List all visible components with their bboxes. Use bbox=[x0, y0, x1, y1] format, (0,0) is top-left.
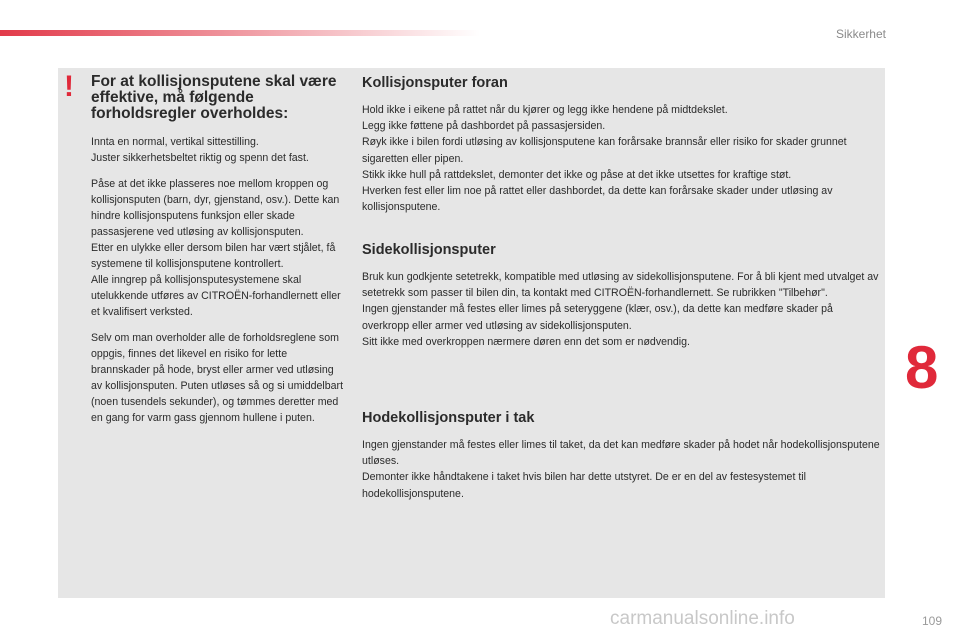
warning-paragraph-1: Innta en normal, vertikal sittestilling. Juster sikkerhetsbeltet riktig og spenn det fast. bbox=[91, 136, 309, 164]
warning-paragraph-3: Selv om man overholder alle de forholdsreglene som oppgis, finnes det likevel en risiko for lette brannskader på hode, bryst eller armer ved utløsing av kollisjonsputen. Puten utløses så og si umiddelbart (noen tusendels sekunder), og tømmes deretter med en gang for varm gass gjennom hullene i puten. bbox=[91, 332, 344, 424]
chapter-number: 8 bbox=[905, 334, 939, 401]
front-airbags-body: Hold ikke i eikene på rattet når du kjører og legg ikke hendene på midtdekslet. Legg ikke føttene på dashbordet på passasjersiden. Røyk ikke i bilen fordi utløsing av kollisjonsputene kan forårsake brannsår eller risiko for skader grunnet sigaretten eller pipen. Stikk ikke hull på rattdekslet, demonter det ikke og påse at det ikke utsettes for kraftige støt. Hverken fest eller lim noe på rattet eller dashbordet, da dette kan forårsake skader under utløsing av kollisjonsputene. bbox=[362, 104, 847, 214]
head-airbags-body: Ingen gjenstander må festes eller limes til taket, da det kan medføre skader på hodet når hodekollisjonsputene utløses. Demonter ikke håndtakene i taket hvis bilen har dette utstyret. De er en del av festesystemet til hodekollisjonsputene. bbox=[362, 439, 880, 500]
warning-column bbox=[91, 74, 346, 436]
header-accent-bar bbox=[0, 30, 480, 36]
warning-title: For at kollisjonsputene skal være effektive, må følgende forholdsregler overholdes: bbox=[91, 73, 337, 122]
page-number: 109 bbox=[921, 614, 942, 628]
front-airbags-title: Kollisjonsputer foran bbox=[362, 75, 508, 91]
warning-paragraph-2: Påse at det ikke plasseres noe mellom kroppen og kollisjonsputen (barn, dyr, gjenstand, osv.). Dette kan hindre kollisjonsputens funksjon eller skade passasjerene ved utløsing av kollisjonsputen. Etter en ulykke eller dersom bilen har vært stjålet, få systemene til kollisjonsputene kontrollert. Alle inngrep på kollisjonsputesystemene skal utelukkende utføres av CITROËN-forhandlernett eller et kvalifisert verksted. bbox=[91, 178, 341, 318]
head-airbags-title: Hodekollisjonsputer i tak bbox=[362, 410, 535, 426]
section-front-airbags bbox=[362, 74, 882, 215]
section-title: Sikkerhet bbox=[835, 27, 886, 41]
section-head-airbags bbox=[362, 409, 882, 502]
side-airbags-body: Bruk kun godkjente setetrekk, kompatible med utløsing av sidekollisjonsputene. For å bli kjent med utvalget av setetrekk som passer til bilen din, ta kontakt med CITROËN-forhandlernett. Se rubrikken "Tilbehør". Ingen gjenstander må festes eller limes på seteryggene (klær, osv.), da dette kan medføre skader på overkropp eller armer ved utløsing av sidekollisjonsputen. Sitt ikke med overkroppen nærmere døren enn det som er nødvendig. bbox=[362, 271, 879, 348]
exclamation-icon: ! bbox=[64, 70, 74, 103]
side-airbags-title: Sidekollisjonsputer bbox=[362, 242, 496, 258]
watermark: carmanualsonline.info bbox=[610, 608, 795, 629]
section-side-airbags bbox=[362, 241, 882, 350]
